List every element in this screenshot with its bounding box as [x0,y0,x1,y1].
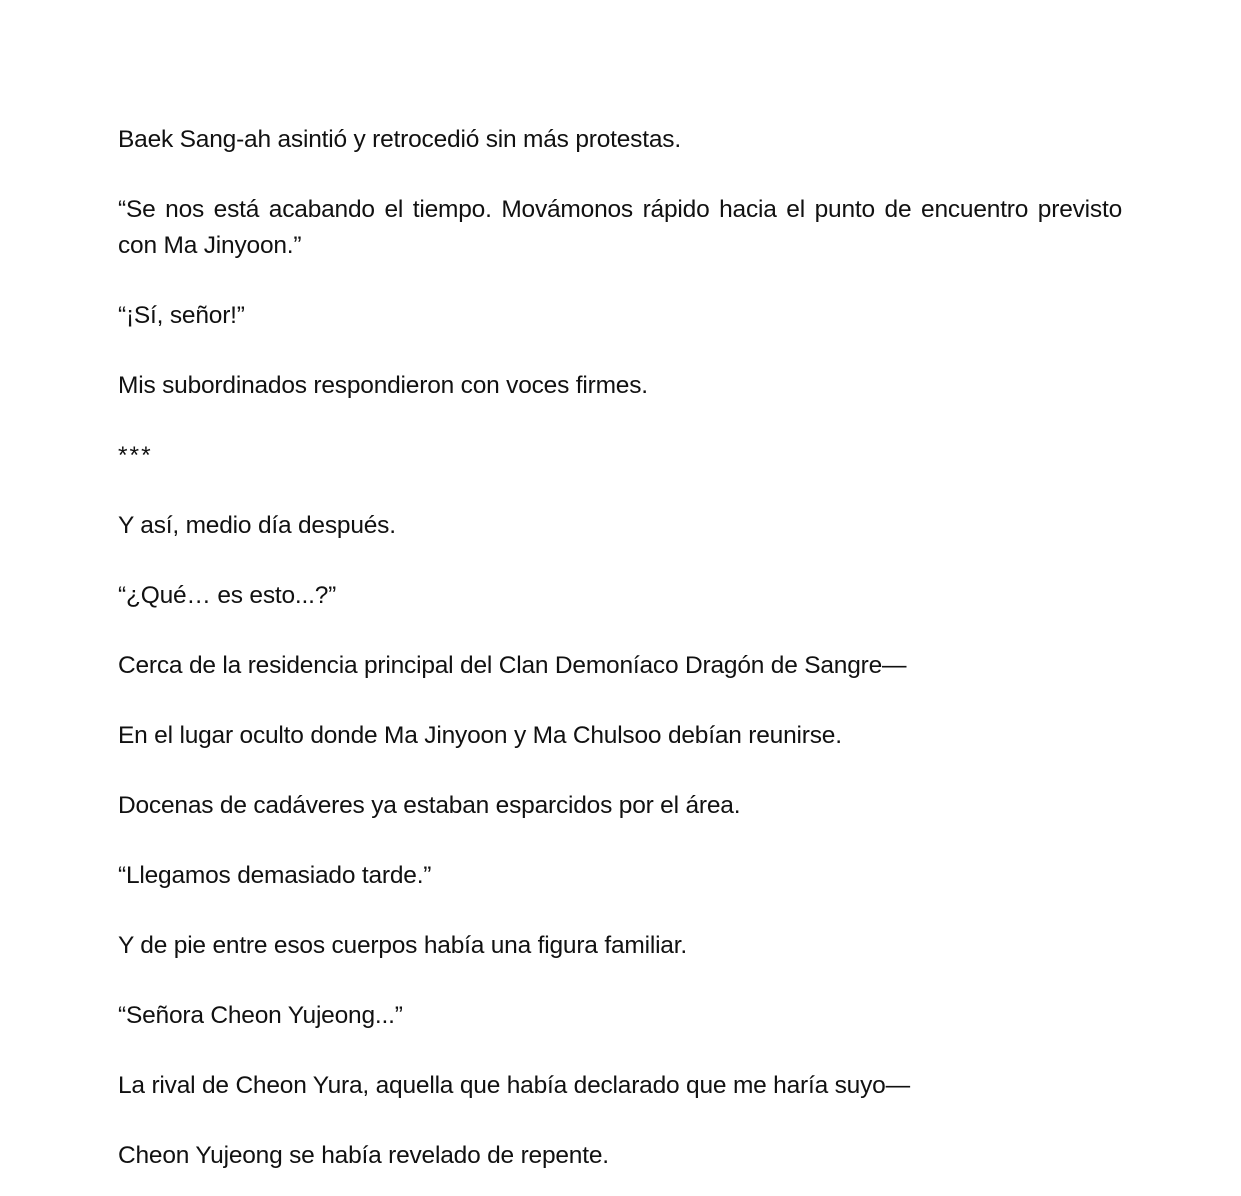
paragraph-11: “Llegamos demasiado tarde.” [118,862,432,889]
paragraph-13: “Señora Cheon Yujeong...” [118,1002,403,1029]
paragraph-6: Y así, medio día después. [118,512,396,539]
paragraph-10: Docenas de cadáveres ya estaban esparcidos por el área. [118,792,741,819]
paragraph-7: “¿Qué… es esto...?” [118,582,337,609]
paragraph-8: Cerca de la residencia principal del Clan Demoníaco Dragón de Sangre— [118,652,907,679]
scene-separator: *** [118,442,153,469]
paragraph-3: “¡Sí, señor!” [118,302,245,329]
paragraph-2: “Se nos está acabando el tiempo. Movámonos rápido hacia el punto de encuentro previsto con Ma Jinyoon.” [118,196,1122,259]
paragraph-4: Mis subordinados respondieron con voces firmes. [118,372,648,399]
paragraph-12: Y de pie entre esos cuerpos había una figura familiar. [118,932,687,959]
paragraph-14: La rival de Cheon Yura, aquella que había declarado que me haría suyo— [118,1072,910,1099]
paragraph-9: En el lugar oculto donde Ma Jinyoon y Ma Chulsoo debían reunirse. [118,722,842,749]
document-body [118,122,1122,1174]
paragraph-1: Baek Sang-ah asintió y retrocedió sin más protestas. [118,126,681,153]
paragraph-15: Cheon Yujeong se había revelado de repente. [118,1142,609,1169]
